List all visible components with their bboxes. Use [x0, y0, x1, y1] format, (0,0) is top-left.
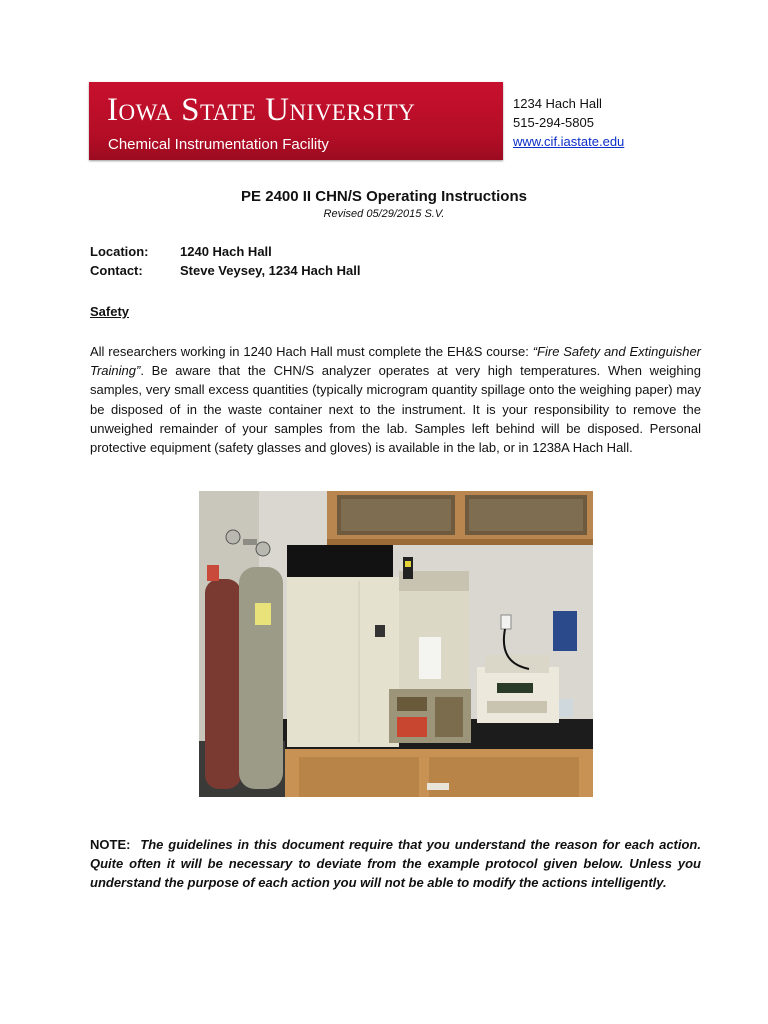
location-value: 1240 Hach Hall [180, 244, 272, 259]
safety-paragraph [90, 342, 701, 457]
safety-text-intro: All researchers working in 1240 Hach Hall must complete the EH&S course: [90, 344, 533, 359]
revision-note: Revised 05/29/2015 S.V. [323, 208, 445, 220]
university-banner [89, 82, 503, 160]
address: 1234 Hach Hall [513, 96, 602, 111]
document-title: PE 2400 II CHN/S Operating Instructions [241, 188, 527, 205]
location-row [90, 244, 272, 259]
university-name: Iowa State University [107, 92, 416, 128]
facility-name: Chemical Instrumentation Facility [108, 136, 329, 153]
contact-row [90, 263, 360, 278]
safety-text-body: . Be aware that the CHN/S analyzer operates at very high temperatures. When weighing samples, very small excess quantities (typically microgram quantity spillage onto the weighing paper) may be disposed of in the waste container next to the instrument. It is your responsibility to remove the unweighed remainder of your samples from the lab. Samples left behind will be disposed. Personal protective equipment (safety glasses and gloves) is available in the lab, or in 1238A Hach Hall. [90, 363, 701, 456]
contact-block [513, 94, 624, 151]
contact-label: Contact: [90, 263, 143, 278]
note-text: The guidelines in this document require that you understand the reason for each action. Quite often it will be necessary to deviate from the example protocol given below. Unless you understand the purpose of each action you will not be able to modify the actions intelligently. [90, 837, 701, 891]
safety-heading: Safety [90, 304, 130, 319]
note-paragraph [90, 835, 701, 893]
website-link[interactable]: www.cif.iastate.edu [513, 134, 625, 149]
course-name: “Fire Safety and Extinguisher Training” [90, 344, 702, 379]
contact-value: Steve Veysey, 1234 Hach Hall [180, 263, 361, 278]
note-label: NOTE: [90, 837, 131, 852]
phone: 515-294-5805 [513, 115, 594, 130]
instrument-photo [199, 491, 593, 797]
location-label: Location: [90, 244, 149, 259]
